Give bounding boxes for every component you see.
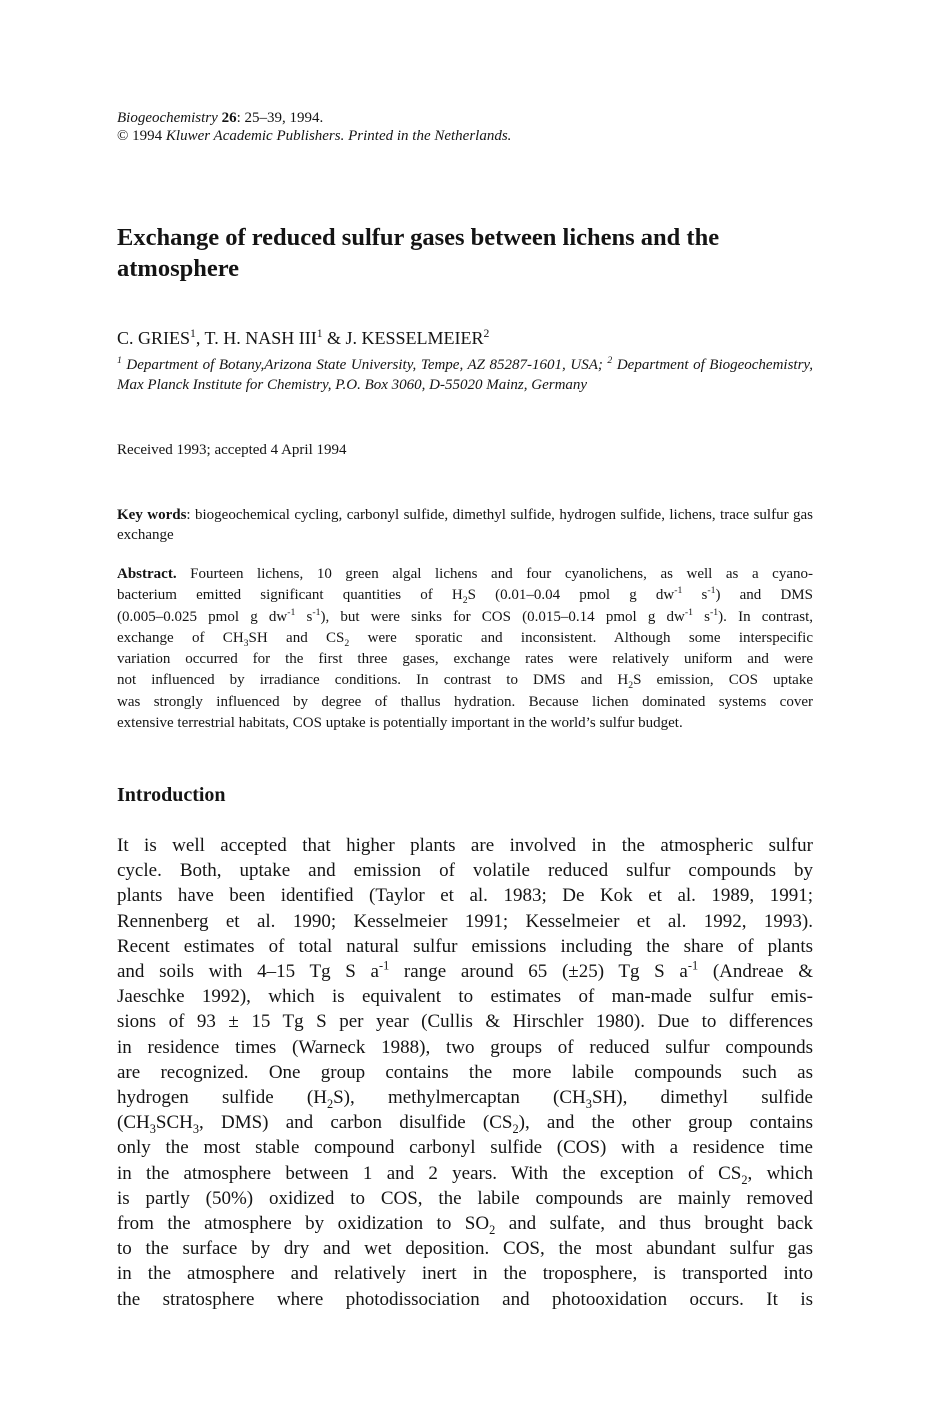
- text-run: ), but were sinks for COS (0.015–0.14 pmol g dw: [320, 608, 685, 625]
- body-line: [117, 1085, 813, 1110]
- text-run: (CH: [117, 1112, 150, 1134]
- body-line: Recent estimates of total natural sulfur emissions including the share of plants: [117, 935, 813, 957]
- body-line: [117, 1211, 813, 1236]
- text-run: SH), dimethyl sulfide: [591, 1087, 813, 1109]
- citation-line: [117, 109, 511, 127]
- keywords: [117, 505, 813, 545]
- copyright-line: [117, 127, 511, 145]
- subscript: 2: [462, 595, 468, 607]
- abstract-line: [117, 607, 813, 628]
- text-run: S emission, COS uptake: [633, 672, 813, 689]
- affiliation-marker: 1: [190, 327, 196, 340]
- superscript: -1: [312, 606, 321, 618]
- subscript: 2: [628, 680, 634, 692]
- abstract-line: [117, 585, 813, 606]
- abstract-line: variation occurred for the first three gases, exchange rates were relatively uniform and were: [117, 651, 813, 668]
- body-line: to the surface by dry and wet deposition. COS, the most abundant sulfur gas: [117, 1238, 813, 1260]
- text-run: in the atmosphere between 1 and 2 years. With the exception of CS: [117, 1162, 742, 1184]
- body-line: in residence times (Warneck 1988), two groups of reduced sulfur compounds: [117, 1036, 813, 1058]
- abstract: [117, 564, 813, 734]
- body-line: sions of 93 ± 15 Tg S per year (Cullis & Hirschler 1980). Due to differences: [117, 1011, 813, 1033]
- superscript: -1: [287, 606, 296, 618]
- subscript: 3: [585, 1096, 592, 1111]
- introduction-body: [117, 833, 813, 1312]
- affiliation-text: Department of Biogeochemistry, Max Planck Institute for Chemistry, P.O. Box 3060, D-55020 Mainz, Germany: [117, 357, 814, 393]
- body-line: Rennenberg et al. 1990; Kesselmeier 1991; Kesselmeier et al. 1992, 1993).: [117, 910, 813, 932]
- affiliation-text: Department of Botany,Arizona State University, Tempe, AZ 85287-1601, USA;: [121, 357, 603, 373]
- text-run: s: [693, 608, 711, 625]
- body-line: It is well accepted that higher plants are involved in the atmospheric sulfur: [117, 835, 813, 856]
- subscript: 2: [344, 637, 350, 649]
- journal-pages: : 25–39, 1994.: [236, 110, 324, 126]
- author-name: & J. KESSELMEIER: [322, 328, 484, 348]
- subscript: 2: [489, 1222, 496, 1237]
- subscript: 3: [149, 1122, 156, 1137]
- received-date: Received 1993; accepted 4 April 1994: [117, 442, 347, 458]
- affiliation-marker: 1: [117, 355, 122, 366]
- body-line: is partly (50%) oxidized to COS, the labile compounds are mainly removed: [117, 1187, 813, 1209]
- text-run: ), and the other group contains: [518, 1112, 813, 1134]
- text-run: (0.005–0.025 pmol g dw: [117, 608, 288, 625]
- superscript: -1: [684, 606, 693, 618]
- abstract-line: was strongly influenced by degree of thallus hydration. Because lichen dominated systems cover: [117, 693, 813, 710]
- keywords-label: Key words: [117, 507, 187, 523]
- text-run: , which: [747, 1162, 813, 1184]
- body-line: are recognized. One group contains the more labile compounds such as: [117, 1061, 813, 1083]
- subscript: 2: [326, 1096, 334, 1111]
- superscript: -1: [687, 958, 699, 973]
- text-run: S (0.01–0.04 pmol g dw: [467, 587, 675, 604]
- text-run: range around 65 (±25) Tg S a: [389, 961, 688, 983]
- author-name: C. GRIES: [117, 328, 191, 348]
- text-run: not influenced by irradiance conditions. In contrast to DMS and H: [117, 672, 629, 689]
- section-heading: Introduction: [117, 784, 226, 806]
- superscript: -1: [378, 958, 390, 973]
- body-line: Jaeschke 1992), which is equivalent to estimates of man-made sulfur emis-: [117, 986, 813, 1008]
- text-run: ). In contrast,: [718, 608, 813, 625]
- subscript: 3: [243, 637, 249, 649]
- publisher: Kluwer Academic Publishers. Printed in the Netherlands.: [165, 128, 512, 144]
- text-run: Fourteen lichens, 10 green algal lichens and four cyanolichens, as well as a cyano-: [176, 566, 813, 582]
- journal-header: [117, 109, 511, 145]
- abstract-line: extensive terrestrial habitats, COS uptake is potentially important in the world’s sulfur budget.: [117, 715, 683, 732]
- body-line: [117, 1161, 813, 1186]
- superscript: -1: [674, 585, 683, 597]
- subscript: 2: [741, 1172, 748, 1187]
- text-run: SCH: [155, 1112, 193, 1134]
- superscript: -1: [707, 585, 716, 597]
- body-line: plants have been identified (Taylor et al. 1983; De Kok et al. 1989, 1991;: [117, 885, 813, 907]
- affiliation-marker: 2: [607, 355, 613, 366]
- body-line: in the atmosphere and relatively inert in the troposphere, is transported into: [117, 1263, 813, 1285]
- author-name: , T. H. NASH III: [195, 328, 317, 348]
- copyright-year: © 1994: [117, 128, 163, 144]
- text-run: and soils with 4–15 Tg S a: [117, 961, 379, 983]
- paper-title: Exchange of reduced sulfur gases between lichens and the atmosphere: [117, 224, 720, 282]
- text-run: ) and DMS: [715, 587, 813, 604]
- abstract-label: Abstract.: [117, 566, 177, 582]
- author-list: [117, 327, 489, 349]
- text-run: were sporatic and inconsistent. Although some interspecific: [349, 629, 814, 646]
- text-run: SH and CS: [248, 629, 345, 646]
- abstract-line: [117, 670, 813, 691]
- text-run: bacterium emitted significant quantities of H: [117, 587, 463, 604]
- affiliation-marker: 1: [316, 327, 323, 340]
- text-run: (Andreae &: [698, 961, 813, 983]
- body-line: only the most stable compound carbonyl sulfide (COS) with a residence time: [117, 1137, 813, 1159]
- superscript: -1: [710, 606, 719, 618]
- text-run: from the atmosphere by oxidization to SO: [117, 1213, 490, 1235]
- text-run: and sulfate, and thus brought back: [495, 1213, 813, 1235]
- abstract-line: [117, 564, 813, 585]
- body-line: cycle. Both, uptake and emission of volatile reduced sulfur compounds by: [117, 860, 813, 882]
- journal-volume: 26: [221, 110, 237, 126]
- affiliation-marker: 2: [483, 327, 490, 340]
- subscript: 2: [512, 1122, 519, 1137]
- body-line: [117, 1110, 813, 1135]
- abstract-line: [117, 628, 813, 649]
- text-run: hydrogen sulfide (H: [117, 1087, 327, 1109]
- body-line: the stratosphere where photodissociation and photooxidation occurs. It is: [117, 1288, 813, 1310]
- text-run: s: [295, 608, 313, 625]
- text-run: exchange of CH: [117, 629, 244, 646]
- text-run: , DMS) and carbon disulfide (CS: [199, 1112, 513, 1134]
- text-run: s: [682, 587, 708, 604]
- journal-name: Biogeochemistry: [117, 110, 218, 126]
- subscript: 3: [192, 1122, 200, 1137]
- body-line: [117, 959, 813, 984]
- affiliations: [117, 355, 813, 395]
- keywords-text: : biogeochemical cycling, carbonyl sulfide, dimethyl sulfide, hydrogen sulfide, lichens, trace sulfur gas exchange: [117, 507, 814, 543]
- text-run: S), methylmercaptan (CH: [333, 1087, 586, 1109]
